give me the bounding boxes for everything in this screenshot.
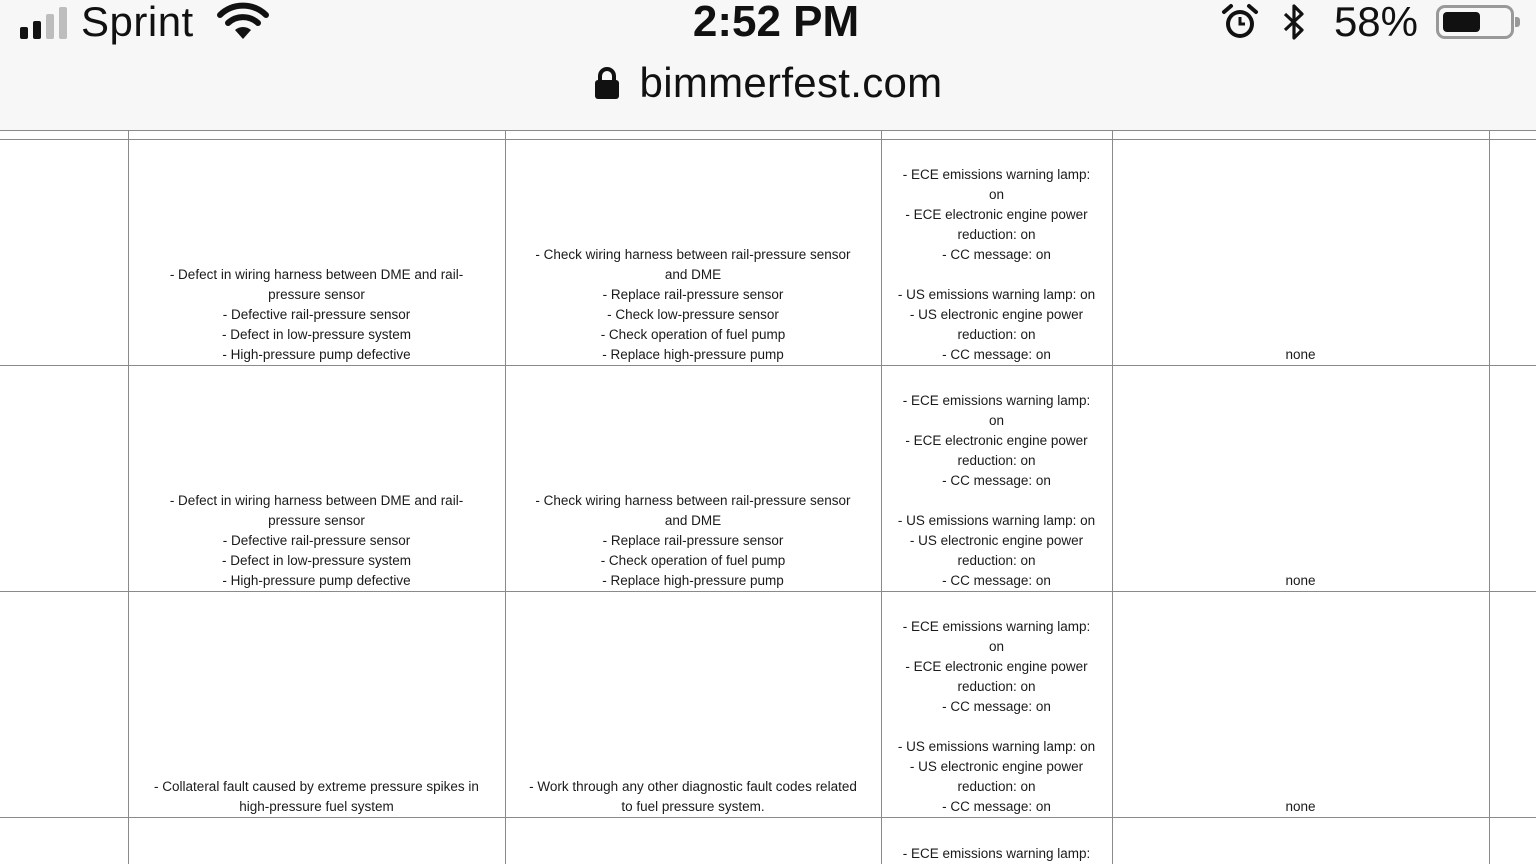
clock: 2:52 PM (692, 0, 860, 46)
cell-text-line: - Defect in low-pressure system (221, 327, 412, 342)
cell-text-line: - CC message: on (942, 699, 1051, 714)
cell-text-line: on (988, 187, 1005, 202)
cause-cell (128, 366, 505, 591)
cell-text-line: - Check low-pressure sensor (607, 307, 779, 322)
cell-text-line: none (1285, 347, 1316, 362)
table-row (0, 366, 1536, 591)
cell-text-line: - Defective rail-pressure sensor (222, 307, 411, 322)
battery-icon (1436, 5, 1514, 39)
cell-text-line: pressure sensor (268, 513, 365, 528)
table-row (0, 140, 1536, 365)
battery-fill (1443, 12, 1480, 32)
cell-text-line: - Collateral fault caused by extreme pressure spikes in (154, 779, 479, 794)
lock-icon (594, 66, 620, 100)
cell-text-line: - High-pressure pump defective (222, 573, 411, 588)
table-row (0, 592, 1536, 817)
cell-text-line: - ECE emissions warning lamp: (902, 393, 1091, 408)
table-row (0, 818, 1536, 864)
cell-text-line: to fuel pressure system. (621, 799, 765, 814)
url-domain[interactable]: bimmerfest.com (639, 59, 943, 106)
cell-text-line: - Defect in wiring harness between DME and rail- (169, 267, 464, 282)
bluetooth-icon (1274, 2, 1314, 42)
browser-chrome (0, 0, 1536, 130)
cell-text-line: - Check wiring harness between rail-pressure sensor (535, 247, 851, 262)
cell-text-line: reduction: on (957, 327, 1036, 342)
cell-text-line: reduction: on (957, 453, 1036, 468)
cell-text-line: - Check operation of fuel pump (600, 553, 786, 568)
cell-text-line: - Defect in low-pressure system (221, 553, 412, 568)
status-bar-right (1220, 0, 1514, 44)
cell-text-line: - Replace high-pressure pump (602, 573, 784, 588)
cell-text-line: - US emissions warning lamp: on (897, 513, 1096, 528)
cell-text-line: - US emissions warning lamp: on (897, 739, 1096, 754)
cell-text-line: - CC message: on (942, 573, 1051, 588)
action-cell (505, 592, 881, 817)
action-cell (505, 140, 881, 365)
effect-cell (881, 140, 1112, 365)
cell-text-line: - Replace rail-pressure sensor (602, 533, 784, 548)
cell-text-line: on (988, 413, 1005, 428)
cell-text-line: - US emissions warning lamp: on (897, 287, 1096, 302)
cell-text-line: - ECE emissions warning lamp: (902, 167, 1091, 182)
cell-text-line: - CC message: on (942, 347, 1051, 362)
cell-text-line: - ECE electronic engine power (905, 433, 1088, 448)
note-cell (1112, 592, 1489, 817)
action-cell (505, 818, 881, 864)
cause-cell (128, 592, 505, 817)
cell-text-line: none (1285, 799, 1316, 814)
cell-text-line: - Work through any other diagnostic fault codes related (529, 779, 857, 794)
carrier-name: Sprint (81, 0, 194, 45)
cell-text-line: - CC message: on (942, 799, 1051, 814)
battery-percent: 58% (1333, 0, 1418, 45)
cell-text-line: none (1285, 573, 1316, 588)
cell-text-line: - US electronic engine power (909, 759, 1084, 774)
cell-text-line: on (988, 639, 1005, 654)
cell-text-line: - Replace rail-pressure sensor (602, 287, 784, 302)
cell-text-line: reduction: on (957, 779, 1036, 794)
alarm-icon (1220, 2, 1260, 42)
cell-text-line: high-pressure fuel system (239, 799, 394, 814)
cell-text-line: reduction: on (957, 553, 1036, 568)
cell-text-line: - Check wiring harness between rail-pressure sensor (535, 493, 851, 508)
cell-text-line: reduction: on (957, 679, 1036, 694)
cause-cell (128, 818, 505, 864)
cell-text-line: - Check operation of fuel pump (600, 327, 786, 342)
cell-text-line: - ECE emissions warning lamp: (902, 846, 1091, 861)
cell-text-line: pressure sensor (268, 287, 365, 302)
cell-text-line: - ECE emissions warning lamp: (902, 619, 1091, 634)
note-cell (1112, 366, 1489, 591)
cell-text-line: - Replace high-pressure pump (602, 347, 784, 362)
action-cell (505, 366, 881, 591)
cell-text-line: - High-pressure pump defective (222, 347, 411, 362)
cell-text-line: - Defect in wiring harness between DME and rail- (169, 493, 464, 508)
cell-text-line: - ECE electronic engine power (905, 659, 1088, 674)
cell-text-line: - CC message: on (942, 247, 1051, 262)
address-bar[interactable] (0, 56, 1536, 110)
table-border (0, 130, 1536, 131)
note-cell (1112, 818, 1489, 864)
cell-text-line: - Defective rail-pressure sensor (222, 533, 411, 548)
cell-text-line: reduction: on (957, 227, 1036, 242)
effect-cell (881, 366, 1112, 591)
cell-text-line: - ECE electronic engine power (905, 207, 1088, 222)
cell-text-line: - US electronic engine power (909, 307, 1084, 322)
cell-text-line: and DME (664, 513, 722, 528)
cell-text-line: and DME (664, 267, 722, 282)
cause-cell (128, 140, 505, 365)
effect-cell (881, 592, 1112, 817)
effect-cell (881, 818, 1112, 864)
cell-text-line: - US electronic engine power (909, 533, 1084, 548)
note-cell (1112, 140, 1489, 365)
cell-text-line: - CC message: on (942, 473, 1051, 488)
